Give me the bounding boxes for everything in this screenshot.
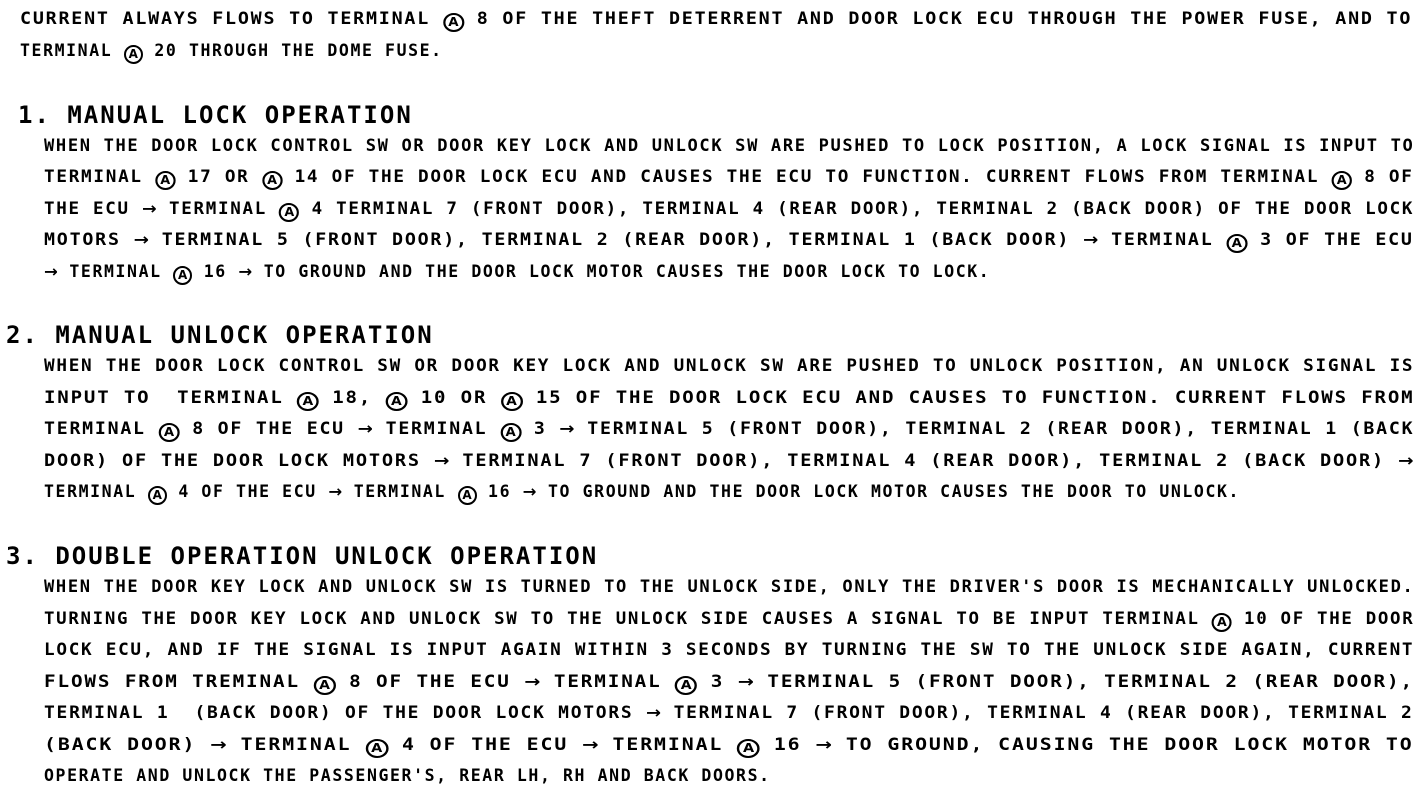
bold-term: TERMINAL — [44, 482, 137, 501]
text-run — [300, 672, 313, 691]
section-3-line-3 — [44, 640, 1414, 660]
arrow-right-icon: → — [357, 419, 373, 438]
text-run — [149, 230, 162, 249]
text-run — [1200, 609, 1212, 628]
text-run — [575, 419, 588, 438]
section-1-heading: 1. MANUAL LOCK OPERATION — [18, 101, 413, 129]
text-run: (FRONT DOOR), — [458, 199, 643, 218]
bold-term: GROUND — [298, 262, 368, 281]
bold-term: TERMINAL 5 — [587, 419, 715, 438]
section-2-line-4 — [44, 451, 1414, 471]
text-run: CURRENT ALWAYS FLOWS TO — [20, 9, 328, 28]
bold-term: GROUND — [582, 482, 652, 501]
text-run — [351, 735, 365, 754]
bold-term: TERMINAL 4 — [642, 199, 765, 218]
bold-term: TERMINAL 2 — [481, 230, 610, 249]
text-run: 4 — [299, 199, 337, 218]
arrow-right-icon: → — [559, 419, 575, 438]
text-run: FUSE. — [373, 41, 443, 60]
arrow-right-icon: → — [582, 735, 599, 754]
arrow-right-icon: → — [737, 672, 754, 691]
text-run: (REAR DOOR), — [1112, 703, 1289, 722]
bold-term: TERMINAL — [44, 419, 146, 438]
text-run: (BACK DOOR) OF THE DOOR LOCK — [1058, 199, 1415, 218]
text-run — [342, 482, 354, 501]
bold-term: TERMINAL — [177, 388, 284, 407]
section-2-line-3 — [44, 419, 1414, 442]
text-run: TURNING THE DOOR KEY LOCK AND UNLOCK SW TO THE UNLOCK SIDE CAUSES A SIGNAL TO BE INPUT — [44, 609, 1103, 628]
bold-term: TERMINAL 2 — [1104, 672, 1239, 691]
connector-a-badge: A — [365, 739, 388, 758]
text-run: 14 OF THE DOOR LOCK ECU AND CAUSES THE ECU TO FUNCTION. CURRENT FLOWS FROM — [282, 167, 1221, 186]
section-2-line-2 — [44, 388, 1414, 411]
intro-line-1 — [20, 9, 1412, 32]
bold-term: TERMINAL — [168, 199, 267, 218]
text-run: (REAR DOOR), — [1032, 419, 1211, 438]
bold-term: TERMINAL 5 — [767, 672, 903, 691]
text-run: POSITION, AN UNLOCK SIGNAL IS — [1043, 356, 1415, 375]
connector-a-badge: A — [262, 171, 282, 190]
bold-term: TERMINAL 4 — [987, 703, 1113, 722]
bold-term: TERMINAL — [1220, 167, 1320, 186]
section-1-line-4 — [44, 230, 1414, 253]
text-run: FLOWS FROM — [44, 672, 193, 691]
section-2-heading: 2. MANUAL UNLOCK OPERATION — [6, 321, 434, 349]
connector-a-badge: A — [297, 392, 319, 411]
connector-a-badge: A — [279, 203, 299, 222]
connector-a-badge: A — [1332, 171, 1352, 190]
text-run: DOOR) OF THE DOOR LOCK MOTORS — [44, 451, 434, 470]
section-2-line-1 — [44, 356, 1414, 376]
text-run — [157, 199, 169, 218]
text-run — [58, 262, 70, 281]
arrow-right-icon: → — [238, 262, 253, 281]
bold-term: TERMINAL 2 — [1288, 703, 1414, 722]
bold-term: TERMINAL 5 — [161, 230, 290, 249]
bold-term: TERMINAL — [553, 672, 662, 691]
section-3-line-7 — [44, 766, 771, 786]
text-run: (BACK DOOR) — [44, 735, 211, 754]
arrow-right-icon: → — [210, 735, 227, 754]
section-3-heading: 3. DOUBLE OPERATION UNLOCK OPERATION — [6, 542, 599, 570]
bold-term: UNLOCK — [969, 356, 1044, 375]
bold-term: TERMINAL 2 — [936, 199, 1059, 218]
text-run: 20 THROUGH THE — [142, 41, 328, 60]
text-run: AND THE DOOR LOCK MOTOR CAUSES THE DOOR TO UNLOCK. — [651, 482, 1241, 501]
connector-a-badge: A — [458, 486, 477, 505]
bold-term: TERMINAL — [44, 167, 143, 186]
connector-a-badge: A — [443, 13, 464, 32]
text-run — [143, 167, 155, 186]
text-run — [284, 388, 297, 407]
text-run: POSITION, A LOCK SIGNAL IS INPUT TO — [985, 136, 1415, 155]
connector-a-badge: A — [1212, 613, 1232, 632]
text-run: 16 — [192, 262, 239, 281]
text-run: (BACK DOOR) OF THE DOOR LOCK MOTORS — [169, 703, 646, 722]
text-run: TO — [252, 262, 299, 281]
bold-term: TERMINAL — [327, 9, 431, 28]
text-run: TO — [536, 482, 583, 501]
text-run: 3 — [697, 672, 738, 691]
text-run: AND THE DOOR LOCK MOTOR CAUSES THE DOOR LOCK TO LOCK. — [367, 262, 991, 281]
text-run — [446, 482, 458, 501]
text-run — [662, 672, 675, 691]
connector-a-badge: A — [385, 392, 407, 411]
text-run: OPERATE AND UNLOCK THE PASSENGER'S, REAR LH, RH AND BACK DOORS. — [44, 766, 771, 785]
text-run: TO — [831, 735, 888, 754]
connector-a-badge: A — [500, 423, 521, 442]
section-3-line-1 — [44, 577, 1414, 597]
text-run: 4 OF THE ECU — [388, 735, 583, 754]
section-3-line-4 — [44, 672, 1414, 695]
text-run: (FRONT DOOR), — [289, 230, 482, 249]
text-run: 17 OR — [175, 167, 262, 186]
text-run: (FRONT DOOR), — [798, 703, 988, 722]
text-run — [162, 262, 174, 281]
text-run: 4 OF THE ECU — [166, 482, 329, 501]
bold-term: TERMINAL 7 — [462, 451, 593, 470]
arrow-right-icon: → — [645, 703, 662, 722]
text-run: 3 — [521, 419, 560, 438]
text-run — [540, 672, 553, 691]
bold-term: TERMINAL 1 — [788, 230, 917, 249]
connector-a-badge: A — [737, 739, 760, 758]
bold-term: GROUND — [887, 735, 971, 754]
text-run — [146, 419, 159, 438]
text-run — [449, 451, 462, 470]
bold-term: TERMINAL — [20, 41, 113, 60]
section-2-line-5 — [44, 482, 1240, 505]
text-run: 15 OF THE DOOR LOCK ECU AND CAUSES TO FUNCTION. CURRENT FLOWS FROM — [522, 388, 1415, 407]
arrow-right-icon: → — [44, 262, 58, 281]
arrow-right-icon: → — [522, 482, 537, 501]
text-run: (FRONT DOOR), — [592, 451, 788, 470]
text-run: 3 OF THE ECU — [1247, 230, 1414, 249]
section-3-line-2 — [44, 609, 1414, 632]
text-run: 8 OF THE ECU — [335, 672, 525, 691]
section-3-line-5 — [44, 703, 1414, 723]
connector-a-badge: A — [124, 45, 143, 64]
text-run: 18, — [318, 388, 386, 407]
arrow-right-icon: → — [433, 451, 450, 470]
bold-term: TERMINAL — [1102, 609, 1200, 628]
text-run — [487, 419, 500, 438]
text-run: MOTORS — [44, 230, 134, 249]
arrow-right-icon: → — [815, 735, 832, 754]
bold-term: TERMINAL — [353, 482, 446, 501]
text-run: WHEN THE DOOR LOCK CONTROL SW OR DOOR KEY LOCK AND UNLOCK SW ARE PUSHED TO — [44, 356, 970, 375]
intro-line-2 — [20, 41, 443, 64]
text-run: 16 — [476, 482, 523, 501]
text-run: 16 — [759, 735, 816, 754]
connector-a-badge: A — [173, 266, 192, 285]
text-run — [1098, 230, 1111, 249]
text-run: 10 OF THE DOOR — [1231, 609, 1415, 628]
arrow-right-icon: → — [328, 482, 343, 501]
text-run: WHEN THE DOOR KEY LOCK AND UNLOCK SW IS TURNED TO THE UNLOCK SIDE, ONLY THE DRIVER'S DOOR IS MECHANICALLY UNLOCKED. — [44, 577, 1415, 596]
text-run: (REAR DOOR), — [917, 451, 1100, 470]
section-3-line-6 — [44, 735, 1414, 758]
section-1-line-1 — [44, 136, 1414, 156]
text-run — [661, 703, 674, 722]
bold-term: DOME — [327, 41, 374, 60]
text-run — [430, 9, 443, 28]
text-run: INPUT TO — [44, 388, 178, 407]
text-run: (REAR DOOR), — [609, 230, 789, 249]
bold-term: TERMINAL — [385, 419, 488, 438]
text-run — [136, 482, 148, 501]
connector-a-badge: A — [1226, 234, 1247, 253]
text-run: (FRONT DOOR), — [902, 672, 1105, 691]
text-run: (REAR DOOR), — [1238, 672, 1414, 691]
bold-term: TERMINAL — [1111, 230, 1214, 249]
connector-a-badge: A — [501, 392, 523, 411]
text-run — [1213, 230, 1226, 249]
bold-term: TERMINAL 4 — [787, 451, 918, 470]
bold-term: TERMINAL 2 — [905, 419, 1033, 438]
text-run: 10 OR — [407, 388, 501, 407]
arrow-right-icon: → — [1398, 451, 1414, 470]
bold-term: TERMINAL 7 — [336, 199, 459, 218]
bold-term: LOCK — [937, 136, 986, 155]
text-run: 8 OF THE THEFT DETERRENT AND DOOR LOCK ECU THROUGH THE — [463, 9, 1182, 28]
text-run: WHEN THE DOOR LOCK CONTROL SW OR DOOR KEY LOCK AND UNLOCK SW ARE PUSHED TO — [44, 136, 938, 155]
text-run: (BACK DOOR) — [1229, 451, 1399, 470]
text-run: , CAUSING THE DOOR LOCK MOTOR TO — [970, 735, 1414, 754]
connector-a-badge: A — [675, 676, 697, 695]
bold-term: TERMINAL — [69, 262, 162, 281]
bold-term: TERMINAL — [612, 735, 724, 754]
arrow-right-icon: → — [142, 199, 157, 218]
arrow-right-icon: → — [1082, 230, 1099, 249]
text-run: THE ECU — [44, 199, 143, 218]
text-run — [267, 199, 279, 218]
text-run: (BACK DOOR) — [916, 230, 1083, 249]
bold-term: TERMINAL 1 — [1210, 419, 1338, 438]
bold-term: TERMINAL 7 — [673, 703, 799, 722]
text-run — [112, 41, 124, 60]
arrow-right-icon: → — [524, 672, 541, 691]
text-run: (BACK — [1337, 419, 1415, 438]
text-run — [754, 672, 767, 691]
bold-term: TERMINAL — [240, 735, 352, 754]
connector-a-badge: A — [313, 676, 335, 695]
text-run: (REAR DOOR), — [764, 199, 937, 218]
bold-term: POWER — [1181, 9, 1246, 28]
section-1-line-2 — [44, 167, 1414, 190]
connector-a-badge: A — [159, 423, 180, 442]
arrow-right-icon: → — [133, 230, 149, 249]
text-run: 8 OF — [1351, 167, 1414, 186]
connector-a-badge: A — [148, 486, 167, 505]
text-run — [1319, 167, 1331, 186]
bold-term: TERMINAL 2 — [1099, 451, 1230, 470]
text-run — [373, 419, 386, 438]
connector-a-badge: A — [155, 171, 175, 190]
text-run: (FRONT DOOR), — [714, 419, 906, 438]
section-1-line-5 — [44, 262, 990, 285]
bold-term: TERMINAL 1 — [44, 703, 170, 722]
text-run — [723, 735, 737, 754]
text-run — [599, 735, 613, 754]
bold-term: TREMINAL — [192, 672, 300, 691]
section-1-line-3 — [44, 199, 1414, 222]
text-run: FUSE, AND TO — [1245, 9, 1413, 28]
text-run: 8 OF THE ECU — [179, 419, 358, 438]
text-run: LOCK ECU, AND IF THE SIGNAL IS INPUT AGAIN WITHIN 3 SECONDS BY TURNING THE SW TO THE UNLOCK SIDE AGAIN, CURRENT — [44, 640, 1415, 659]
text-run — [227, 735, 241, 754]
